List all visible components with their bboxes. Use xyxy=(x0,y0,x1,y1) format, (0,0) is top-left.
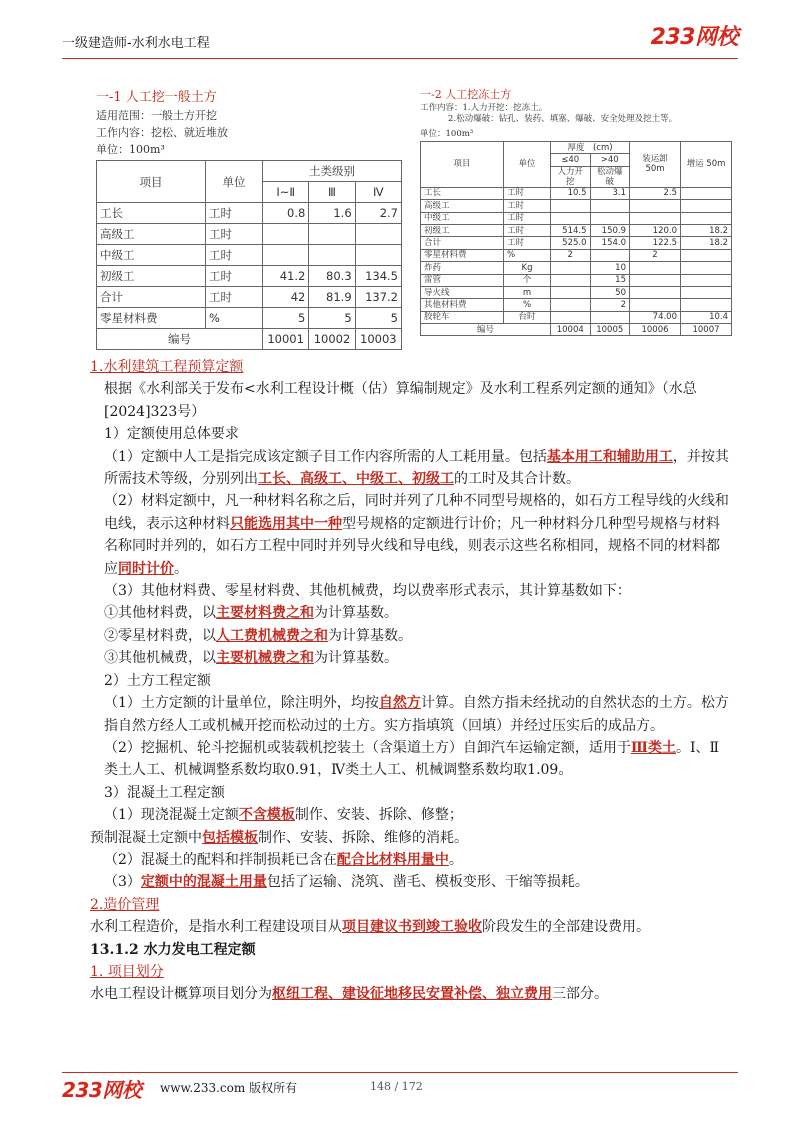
table1-soil-col: Ⅰ~Ⅱ xyxy=(263,182,309,203)
cell xyxy=(590,200,630,212)
row-unit: % xyxy=(504,249,551,261)
table-row xyxy=(421,311,732,323)
section3-subtitle xyxy=(90,961,730,983)
row-unit: 台时 xyxy=(504,311,551,323)
text: （1）现浇混凝土定额 xyxy=(104,807,239,824)
paragraph xyxy=(90,692,730,737)
cell: 150.9 xyxy=(590,224,630,236)
highlight: 工长、高级工、中级工、初级工 xyxy=(258,471,454,488)
text: 制作、安装、拆除、维修的消耗。 xyxy=(258,829,468,846)
cell xyxy=(355,224,401,245)
table1-header-unit: 单位 xyxy=(206,161,263,203)
highlight: 主要材料费之和 xyxy=(216,605,314,622)
table1-unit: 单位：100m³ xyxy=(96,143,165,156)
text: 制作、安装、拆除、修整； xyxy=(294,807,463,824)
cell: 10 xyxy=(590,262,630,274)
section1-title xyxy=(90,356,730,378)
table-row xyxy=(421,324,732,336)
table-row xyxy=(97,203,402,224)
paragraph xyxy=(90,446,730,491)
section2-title-text: 2.造价管理 xyxy=(90,896,160,913)
highlight: 同时计价 xyxy=(118,560,174,577)
cell: 154.0 xyxy=(590,237,630,249)
row-unit: 工时 xyxy=(504,200,551,212)
footer-divider xyxy=(62,1072,738,1073)
row-label: 中级工 xyxy=(421,212,504,224)
cell: 10.5 xyxy=(551,187,591,199)
row-label: 胶轮车 xyxy=(421,311,504,323)
text: 预制混凝土定额中 xyxy=(90,829,202,846)
table2-header-le40: ≤40 xyxy=(551,154,591,166)
paragraph xyxy=(90,916,730,938)
text: ③其他机械费，以 xyxy=(104,650,216,667)
row-label: 工长 xyxy=(97,203,206,224)
table-row xyxy=(421,200,732,212)
table1-block xyxy=(96,86,402,350)
highlight: 只能选用其中一种 xyxy=(230,515,342,532)
cell: 5 xyxy=(263,308,309,329)
table-row xyxy=(97,287,402,308)
table1-soil-col: Ⅳ xyxy=(355,182,401,203)
cell: 3.1 xyxy=(590,187,630,199)
cell: 18.2 xyxy=(681,224,732,236)
cell xyxy=(551,212,591,224)
cell xyxy=(551,262,591,274)
table2-header-unit: 单位 xyxy=(504,142,551,188)
cell: 2.5 xyxy=(630,187,681,199)
cell xyxy=(355,245,401,266)
cell xyxy=(630,212,681,224)
text: （2）材料定额中，凡一种材料名称之后，同时并列了几种不同型号规格的，如石方工程导线的火线和电线，表示这种材料 xyxy=(104,493,729,532)
table2-work1: 工作内容：1.人力开挖：挖冻土。 xyxy=(420,103,548,113)
cell: 525.0 xyxy=(551,237,591,249)
highlight: Ⅲ类土 xyxy=(630,739,676,756)
row-label: 雷管 xyxy=(421,274,504,286)
cell xyxy=(263,245,309,266)
table2-work2: 2.松动爆破：钻孔、装药、填塞、爆破、安全处理及挖土等。 xyxy=(448,114,678,124)
cell xyxy=(681,262,732,274)
cell: 137.2 xyxy=(355,287,401,308)
cell xyxy=(630,200,681,212)
paragraph xyxy=(90,737,730,782)
text: （1）土方定额的计量单位，除注明外，均按 xyxy=(104,695,379,712)
cell xyxy=(681,299,732,311)
table1-header-item: 项目 xyxy=(97,161,206,203)
cell: 2 xyxy=(590,299,630,311)
text: 三部分。 xyxy=(552,986,608,1003)
table2-header-thickness: 厚度 (cm) xyxy=(551,142,630,154)
cell xyxy=(630,262,681,274)
text: ①其他材料费，以 xyxy=(104,605,216,622)
paragraph: 根据《水利部关于发布<水利工程设计概（估）算编制规定》及水利工程系列定额的通知》（水总[2024]323号） xyxy=(104,381,697,420)
list-item xyxy=(90,625,730,647)
table-row xyxy=(97,266,402,287)
cell xyxy=(681,274,732,286)
text: 计算。自然方指未经扰动的自然状态的土方。松方指自然方经人工或机械开挖而松动过的土方。实方指填筑（回填）并经过压实后的成品方。 xyxy=(104,695,729,734)
row-label: 零星材料费 xyxy=(97,308,206,329)
section3-title: 13.1.2 水力发电工程定额 xyxy=(90,941,256,958)
cell: 120.0 xyxy=(630,224,681,236)
highlight: 项目建议书到竣工验收 xyxy=(342,919,482,936)
cell: 2.7 xyxy=(355,203,401,224)
table1-title: 一-1 人工挖一般土方 xyxy=(96,90,217,105)
row-label: 其他材料费 xyxy=(421,299,504,311)
table-row xyxy=(421,224,732,236)
cell xyxy=(681,286,732,298)
cell: 15 xyxy=(590,274,630,286)
table-row xyxy=(421,299,732,311)
cell: 0.8 xyxy=(263,203,309,224)
paragraph xyxy=(90,804,730,826)
section2-title xyxy=(90,894,730,916)
highlight: 枢纽工程、建设征地移民安置补偿、独立费用 xyxy=(272,986,552,1003)
list-item xyxy=(90,647,730,669)
row-unit: 工时 xyxy=(206,287,263,308)
paragraph: （3）其他材料费、零星材料费、其他机械费，均以费率形式表示，其计算基数如下： xyxy=(104,583,631,600)
row-label: 炸药 xyxy=(421,262,504,274)
cell xyxy=(681,249,732,261)
row-unit: 工时 xyxy=(504,237,551,249)
table2-unit: 单位：100m³ xyxy=(420,129,474,139)
paragraph xyxy=(90,849,730,871)
table1-work: 工作内容：挖松、就近堆放 xyxy=(96,126,228,139)
text: （1）定额中人工是指完成该定额子目工作内容所需的人工耗用量。包括 xyxy=(104,448,547,465)
cell: 5 xyxy=(355,308,401,329)
table-row xyxy=(97,224,402,245)
paragraph xyxy=(90,983,730,1005)
highlight: 包括模板 xyxy=(202,829,258,846)
table2-block xyxy=(420,86,732,336)
paragraph xyxy=(90,827,730,849)
table1-header-group: 土类级别 xyxy=(263,161,402,182)
footer-site[interactable]: www.233.com 版权所有 xyxy=(160,1081,298,1095)
cell xyxy=(630,299,681,311)
header-divider xyxy=(62,58,738,59)
row-label: 零星材料费 xyxy=(421,249,504,261)
row-label: 高级工 xyxy=(421,200,504,212)
text: ，并按其所需技术等级，分别列出 xyxy=(104,448,729,488)
cell xyxy=(590,311,630,323)
code-cell: 10002 xyxy=(309,329,355,350)
cell xyxy=(309,224,355,245)
cell xyxy=(263,224,309,245)
row-unit: 工时 xyxy=(206,245,263,266)
table-row xyxy=(421,286,732,298)
cell xyxy=(630,286,681,298)
cell: 81.9 xyxy=(309,287,355,308)
row-unit: 工时 xyxy=(206,224,263,245)
row-unit: 工时 xyxy=(504,224,551,236)
row-unit: 工时 xyxy=(504,187,551,199)
code-cell: 10005 xyxy=(590,324,630,336)
table2-header-manual: 人力开挖 xyxy=(551,166,591,187)
text: 。Ⅰ、Ⅱ类土人工、机械调整系数均取0.91，Ⅳ类土人工、机械调整系数均取1.09。 xyxy=(104,739,720,779)
table2 xyxy=(420,141,732,336)
row-unit: % xyxy=(206,308,263,329)
text: 阶段发生的全部建设费用。 xyxy=(482,919,650,936)
cell xyxy=(630,274,681,286)
table-row xyxy=(421,249,732,261)
highlight: 基本用工和辅助用工 xyxy=(546,448,673,465)
row-label: 中级工 xyxy=(97,245,206,266)
table-row xyxy=(421,187,732,199)
section3-subtitle-text: 1. 项目划分 xyxy=(90,963,164,980)
brand-logo[interactable]: 233网校 xyxy=(650,25,738,50)
table2-header-blast: 松动爆破 xyxy=(590,166,630,187)
row-label: 导火线 xyxy=(421,286,504,298)
cell xyxy=(551,200,591,212)
table-row xyxy=(421,262,732,274)
row-unit: 工时 xyxy=(504,212,551,224)
text: 为计算基数。 xyxy=(314,605,398,622)
cell xyxy=(551,274,591,286)
subheading: 2）土方工程定额 xyxy=(104,672,211,689)
text: 。 xyxy=(448,851,463,868)
cell xyxy=(551,311,591,323)
header-title: 一级建造师-水利水电工程 xyxy=(62,36,210,51)
text: （2）挖掘机、轮斗挖掘机或装载机挖装土（含渠道土方）自卸汽车运输定额，适用于 xyxy=(104,739,631,756)
text: （3） xyxy=(104,874,141,891)
cell xyxy=(551,286,591,298)
table1-soil-col: Ⅲ xyxy=(309,182,355,203)
text: 包括了运输、浇筑、凿毛、模板变形、干缩等损耗。 xyxy=(266,874,589,891)
cell xyxy=(590,212,630,224)
table2-header-gt40: >40 xyxy=(590,154,630,166)
cell: 2 xyxy=(630,249,681,261)
text: （2）混凝土的配料和拌制损耗已含在 xyxy=(104,851,337,868)
text: 水利工程造价，是指水利工程建设项目从 xyxy=(90,919,342,936)
table2-code-label: 编号 xyxy=(421,324,551,336)
row-unit: 个 xyxy=(504,274,551,286)
highlight: 人工费机械费之和 xyxy=(216,627,328,644)
table-row xyxy=(97,329,402,350)
table-row xyxy=(421,212,732,224)
row-label: 工长 xyxy=(421,187,504,199)
footer-logo[interactable]: 233网校 xyxy=(62,1078,142,1102)
row-unit: m xyxy=(504,286,551,298)
table2-header-item: 项目 xyxy=(421,142,504,188)
code-cell: 10006 xyxy=(630,324,681,336)
cell xyxy=(681,212,732,224)
code-cell: 10007 xyxy=(681,324,732,336)
cell: 18.2 xyxy=(681,237,732,249)
page-number: 148 / 172 xyxy=(370,1080,423,1093)
row-unit: Kg xyxy=(504,262,551,274)
cell: 1.6 xyxy=(309,203,355,224)
text: ②零星材料费，以 xyxy=(104,627,216,644)
highlight: 主要机械费之和 xyxy=(216,650,314,667)
cell xyxy=(681,187,732,199)
cell: 50 xyxy=(590,286,630,298)
cell xyxy=(551,299,591,311)
table-row xyxy=(421,274,732,286)
cell: 122.5 xyxy=(630,237,681,249)
table1 xyxy=(96,160,402,350)
cell: 514.5 xyxy=(551,224,591,236)
table-row xyxy=(97,308,402,329)
cell: 80.3 xyxy=(309,266,355,287)
cell: 41.2 xyxy=(263,266,309,287)
paragraph xyxy=(90,871,730,893)
paragraph xyxy=(90,490,730,580)
cell: 42 xyxy=(263,287,309,308)
cell: 10.4 xyxy=(681,311,732,323)
row-label: 初级工 xyxy=(97,266,206,287)
code-cell: 10001 xyxy=(263,329,309,350)
code-cell: 10004 xyxy=(551,324,591,336)
cell: 74.00 xyxy=(630,311,681,323)
row-label: 合计 xyxy=(97,287,206,308)
cell xyxy=(681,200,732,212)
cell xyxy=(309,245,355,266)
section1-title-text: 1.水利建筑工程预算定额 xyxy=(90,359,244,375)
text: 的工时及其合计数。 xyxy=(454,471,580,488)
cell: 134.5 xyxy=(355,266,401,287)
table1-scope: 适用范围：一般土方开挖 xyxy=(96,109,217,122)
table-row xyxy=(421,237,732,249)
code-cell: 10003 xyxy=(355,329,401,350)
row-label: 合计 xyxy=(421,237,504,249)
text: 水电工程设计概算项目划分为 xyxy=(90,986,272,1003)
table1-code-label: 编号 xyxy=(97,329,263,350)
highlight: 定额中的混凝土用量 xyxy=(140,874,267,891)
cell: 2 xyxy=(551,249,591,261)
subheading: 3）混凝土工程定额 xyxy=(104,784,225,801)
highlight: 配合比材料用量中 xyxy=(336,851,449,868)
text: 。 xyxy=(174,560,188,577)
highlight: 不含模板 xyxy=(238,807,295,824)
highlight: 自然方 xyxy=(378,695,421,712)
row-unit: % xyxy=(504,299,551,311)
table2-header-add: 增运 50m xyxy=(681,142,732,188)
text: 型号规格的定额进行计价；凡一种材料分几种型号规格与材料名称同时并列的，如石方工程中同时并列导火线和导电线，则表示这些名称相同，规格不同的材料都应 xyxy=(104,515,720,577)
body-text xyxy=(90,356,730,1006)
table-row xyxy=(97,245,402,266)
row-unit: 工时 xyxy=(206,266,263,287)
row-unit: 工时 xyxy=(206,203,263,224)
text: 为计算基数。 xyxy=(314,650,398,667)
list-item xyxy=(90,602,730,624)
row-label: 高级工 xyxy=(97,224,206,245)
text: 为计算基数。 xyxy=(328,627,412,644)
row-label: 初级工 xyxy=(421,224,504,236)
table2-title: 一-2 人工挖冻土方 xyxy=(420,88,512,101)
table2-header-load: 装运卸 50m xyxy=(630,142,681,188)
cell: 5 xyxy=(309,308,355,329)
subheading: 1）定额使用总体要求 xyxy=(104,426,239,443)
cell xyxy=(590,249,630,261)
